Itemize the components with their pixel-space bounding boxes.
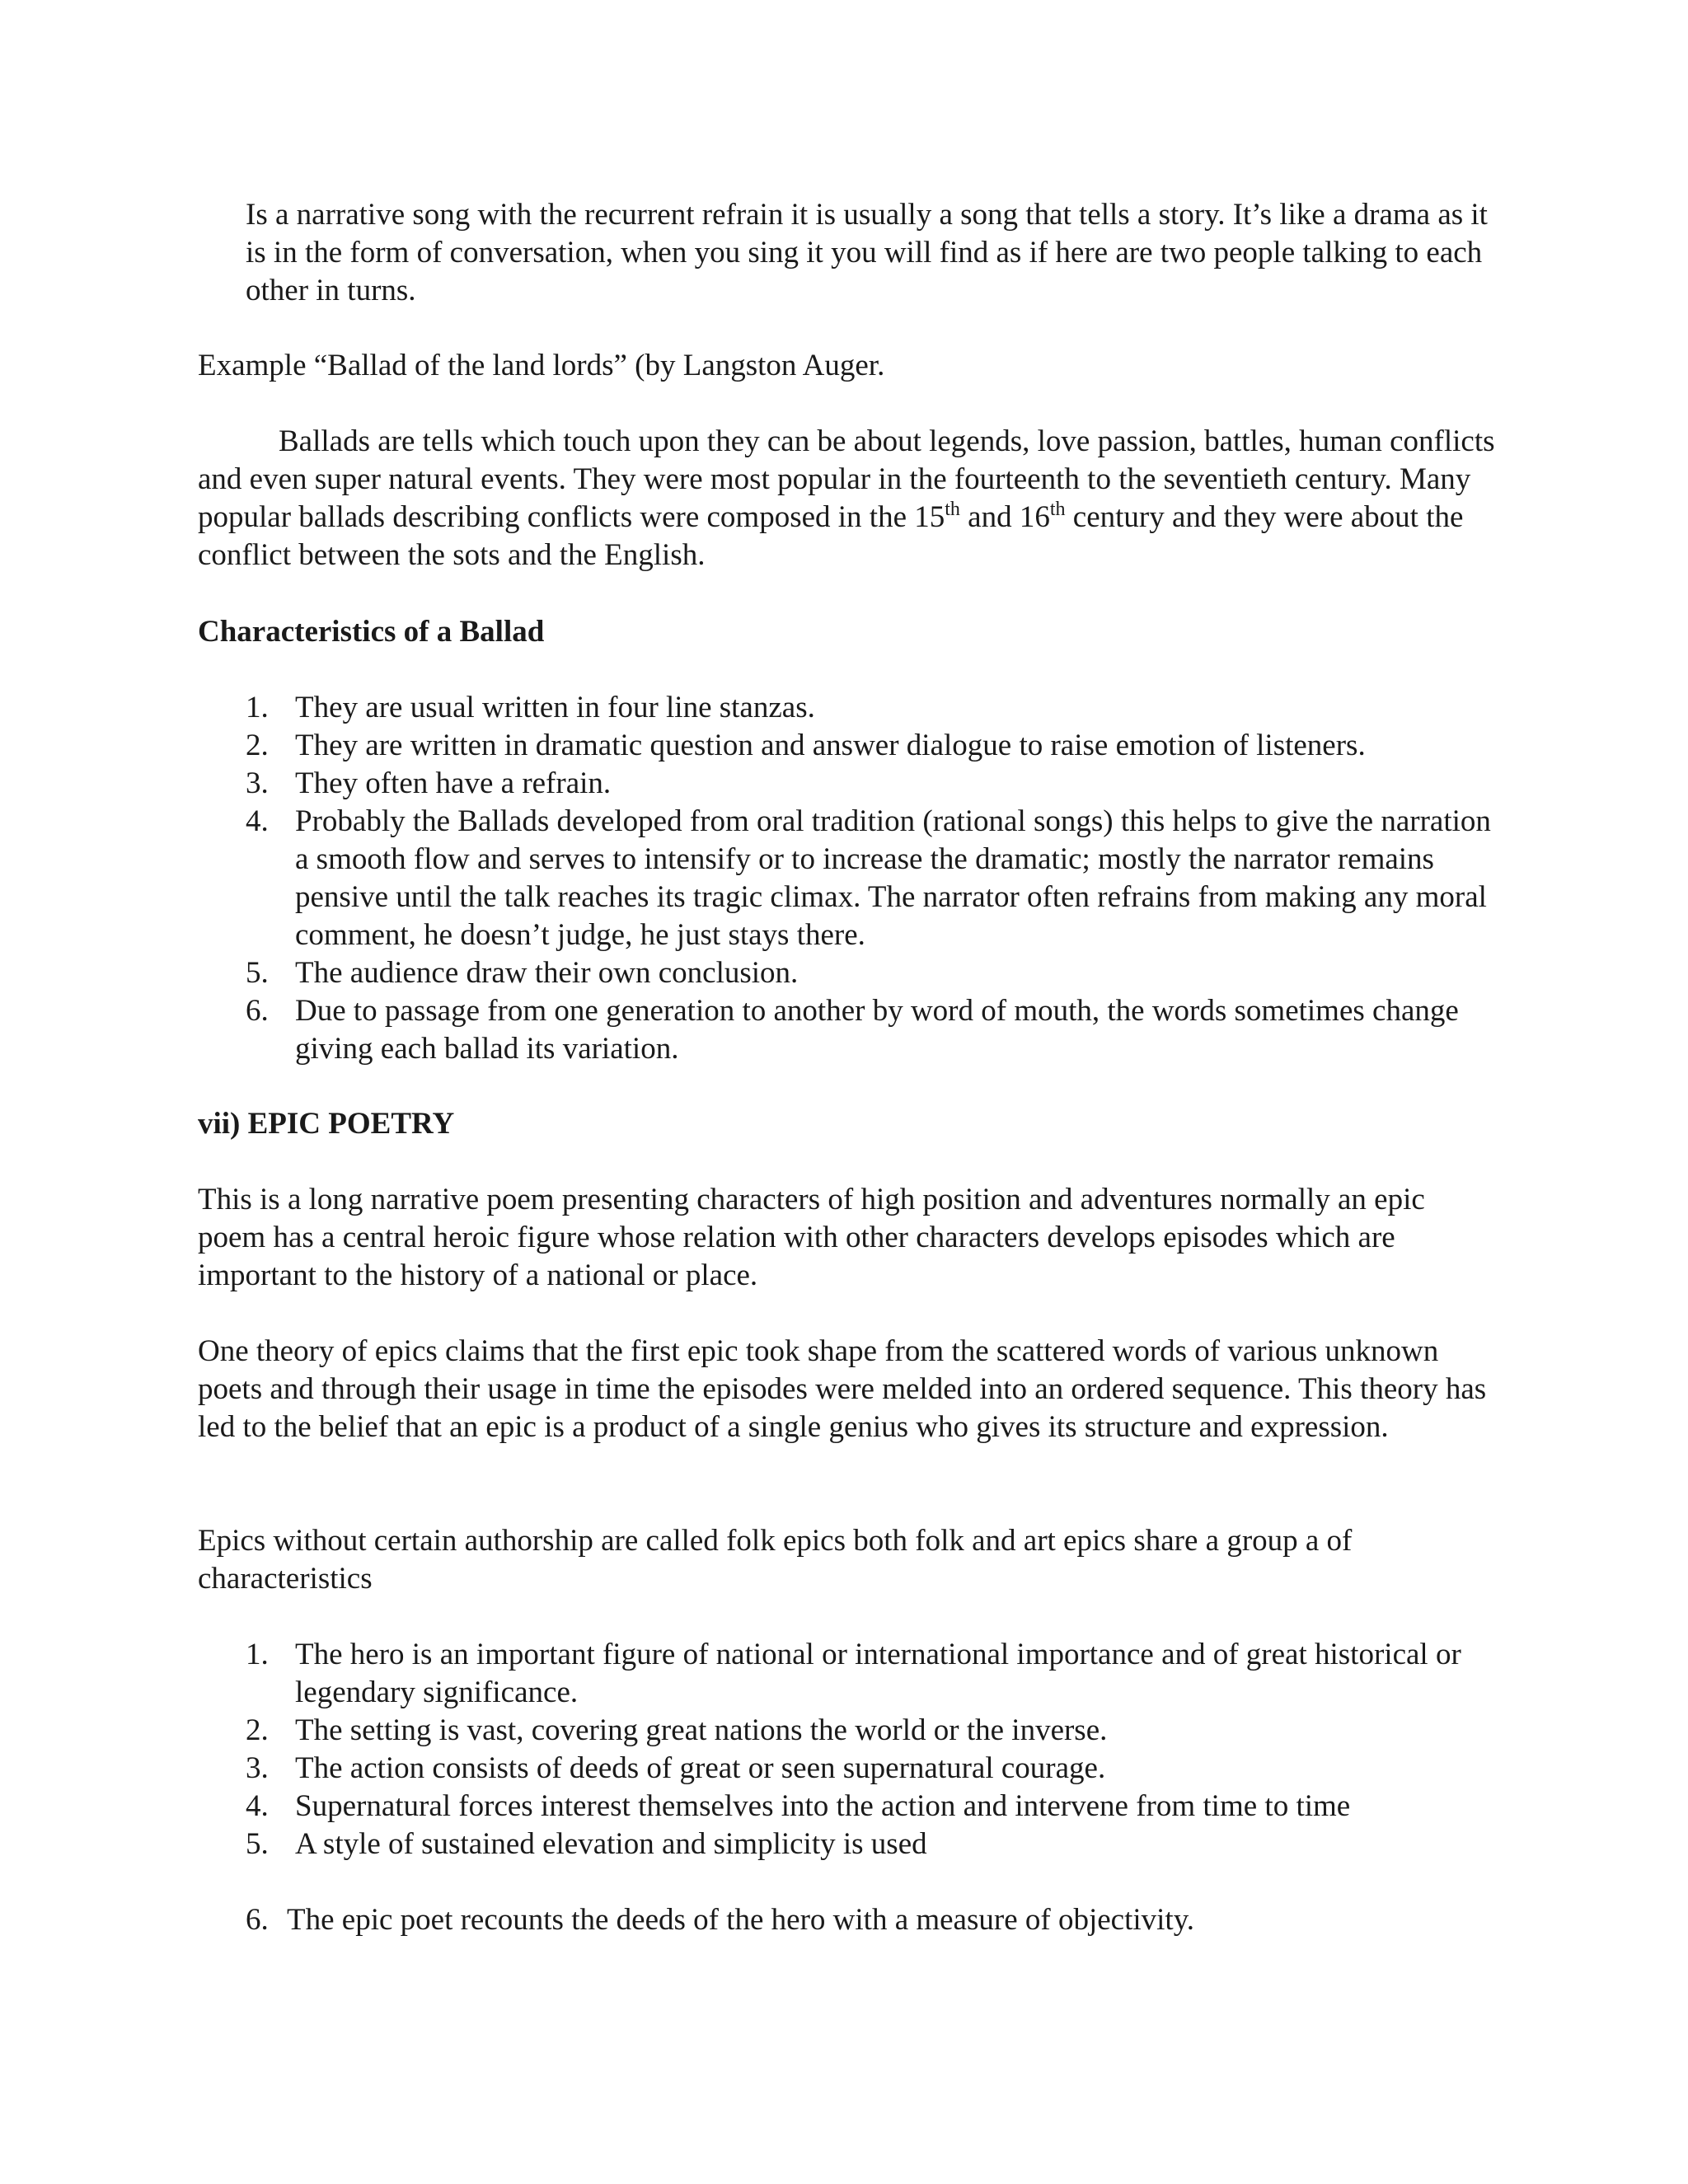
epic-paragraph-2: One theory of epics claims that the first epic took shape from the scattered words of various unknown poets and through their usage in time the episodes were melded into an ordered sequence. This theory has led to the belief that an epic is a product of a single genius who gives its structure and expression. bbox=[198, 1334, 1487, 1444]
intro-paragraph: Is a narrative song with the recurrent refrain it is usually a song that tells a story. It’s like a drama as it is in the form of conversation, when you sing it you will find as if here are two people talking to each other in turns. bbox=[246, 198, 1488, 307]
list-item-text: The epic poet recounts the deeds of the hero with a measure of objectivity. bbox=[287, 1903, 1195, 1937]
list-item bbox=[198, 1750, 1500, 1788]
list-number: 6. bbox=[246, 1903, 269, 1937]
list-number: 4. bbox=[246, 1789, 269, 1823]
list-number: 1. bbox=[246, 1638, 269, 1671]
list-item-text: Supernatural forces interest themselves into the action and intervene from time to time bbox=[295, 1789, 1351, 1823]
list-item-text: The audience draw their own conclusion. bbox=[295, 956, 799, 990]
epic-paragraph-3: Epics without certain authorship are called folk epics both folk and art epics share a group a of characteristics bbox=[198, 1524, 1353, 1596]
list-item-text: The action consists of deeds of great or seen supernatural courage. bbox=[295, 1751, 1106, 1785]
list-number: 5. bbox=[246, 956, 269, 990]
list-number: 2. bbox=[246, 729, 269, 762]
list-item bbox=[198, 727, 1500, 765]
list-number: 3. bbox=[246, 766, 269, 800]
ballad-characteristics-list bbox=[198, 689, 1500, 1068]
ballads-paragraph bbox=[198, 423, 1500, 574]
list-item bbox=[198, 1788, 1500, 1825]
list-item-text: The hero is an important figure of national or international importance and of great historical or legendary significance. bbox=[295, 1638, 1461, 1709]
list-item-text: The setting is vast, covering great nations the world or the inverse. bbox=[295, 1713, 1108, 1747]
ballads-superscript-1: th bbox=[945, 499, 960, 520]
list-item bbox=[198, 954, 1500, 992]
ballads-text-part1: Ballads are tells which touch upon they can be about legends, love passion, battles, human conflicts and even super natural events. They were most popular in the fourteenth to the seventieth century. Many popular ballads describing conflicts were composed in the 15 bbox=[198, 424, 1495, 534]
list-number: 3. bbox=[246, 1751, 269, 1785]
list-item-text: Probably the Ballads developed from oral tradition (rational songs) this helps to give the narration a smooth flow and serves to intensify or to increase the dramatic; mostly the narrator remains pensive until the talk reaches its tragic climax. The narrator often refrains from making any moral comment, he doesn’t judge, he just stays there. bbox=[295, 804, 1491, 952]
list-number: 2. bbox=[246, 1713, 269, 1747]
example-line: Example “Ballad of the land lords” (by Langston Auger. bbox=[198, 349, 885, 382]
list-item bbox=[198, 1825, 1500, 1863]
list-number: 1. bbox=[246, 691, 269, 724]
list-item bbox=[198, 803, 1500, 954]
list-item-text: Due to passage from one generation to another by word of mouth, the words sometimes change giving each ballad its variation. bbox=[295, 994, 1459, 1066]
list-item bbox=[198, 689, 1500, 727]
ballads-text-part3: century and they were about the conflict between the sots and the English. bbox=[198, 500, 1464, 572]
list-number: 4. bbox=[246, 804, 269, 838]
ballads-superscript-2: th bbox=[1049, 499, 1066, 520]
list-item bbox=[198, 992, 1500, 1068]
list-item-text: They are usual written in four line stanzas. bbox=[295, 691, 815, 724]
list-item bbox=[198, 765, 1500, 803]
list-item-text: They often have a refrain. bbox=[295, 766, 612, 800]
list-item bbox=[198, 1636, 1500, 1712]
list-item-text: They are written in dramatic question and answer dialogue to raise emotion of listeners. bbox=[295, 729, 1366, 762]
ballads-text-part2: and 16 bbox=[959, 500, 1050, 534]
epic-characteristics-list bbox=[198, 1636, 1500, 1863]
list-number: 5. bbox=[246, 1827, 269, 1861]
list-item bbox=[198, 1712, 1500, 1750]
epic-poetry-heading: vii) EPIC POETRY bbox=[198, 1107, 455, 1141]
list-item-text: A style of sustained elevation and simplicity is used bbox=[295, 1827, 927, 1861]
epic-paragraph-1: This is a long narrative poem presenting characters of high position and adventures normally an epic poem has a central heroic figure whose relation with other characters develops episodes which are important to the history of a national or place. bbox=[198, 1183, 1425, 1292]
ballad-characteristics-heading: Characteristics of a Ballad bbox=[198, 615, 545, 649]
list-number: 6. bbox=[246, 994, 269, 1028]
